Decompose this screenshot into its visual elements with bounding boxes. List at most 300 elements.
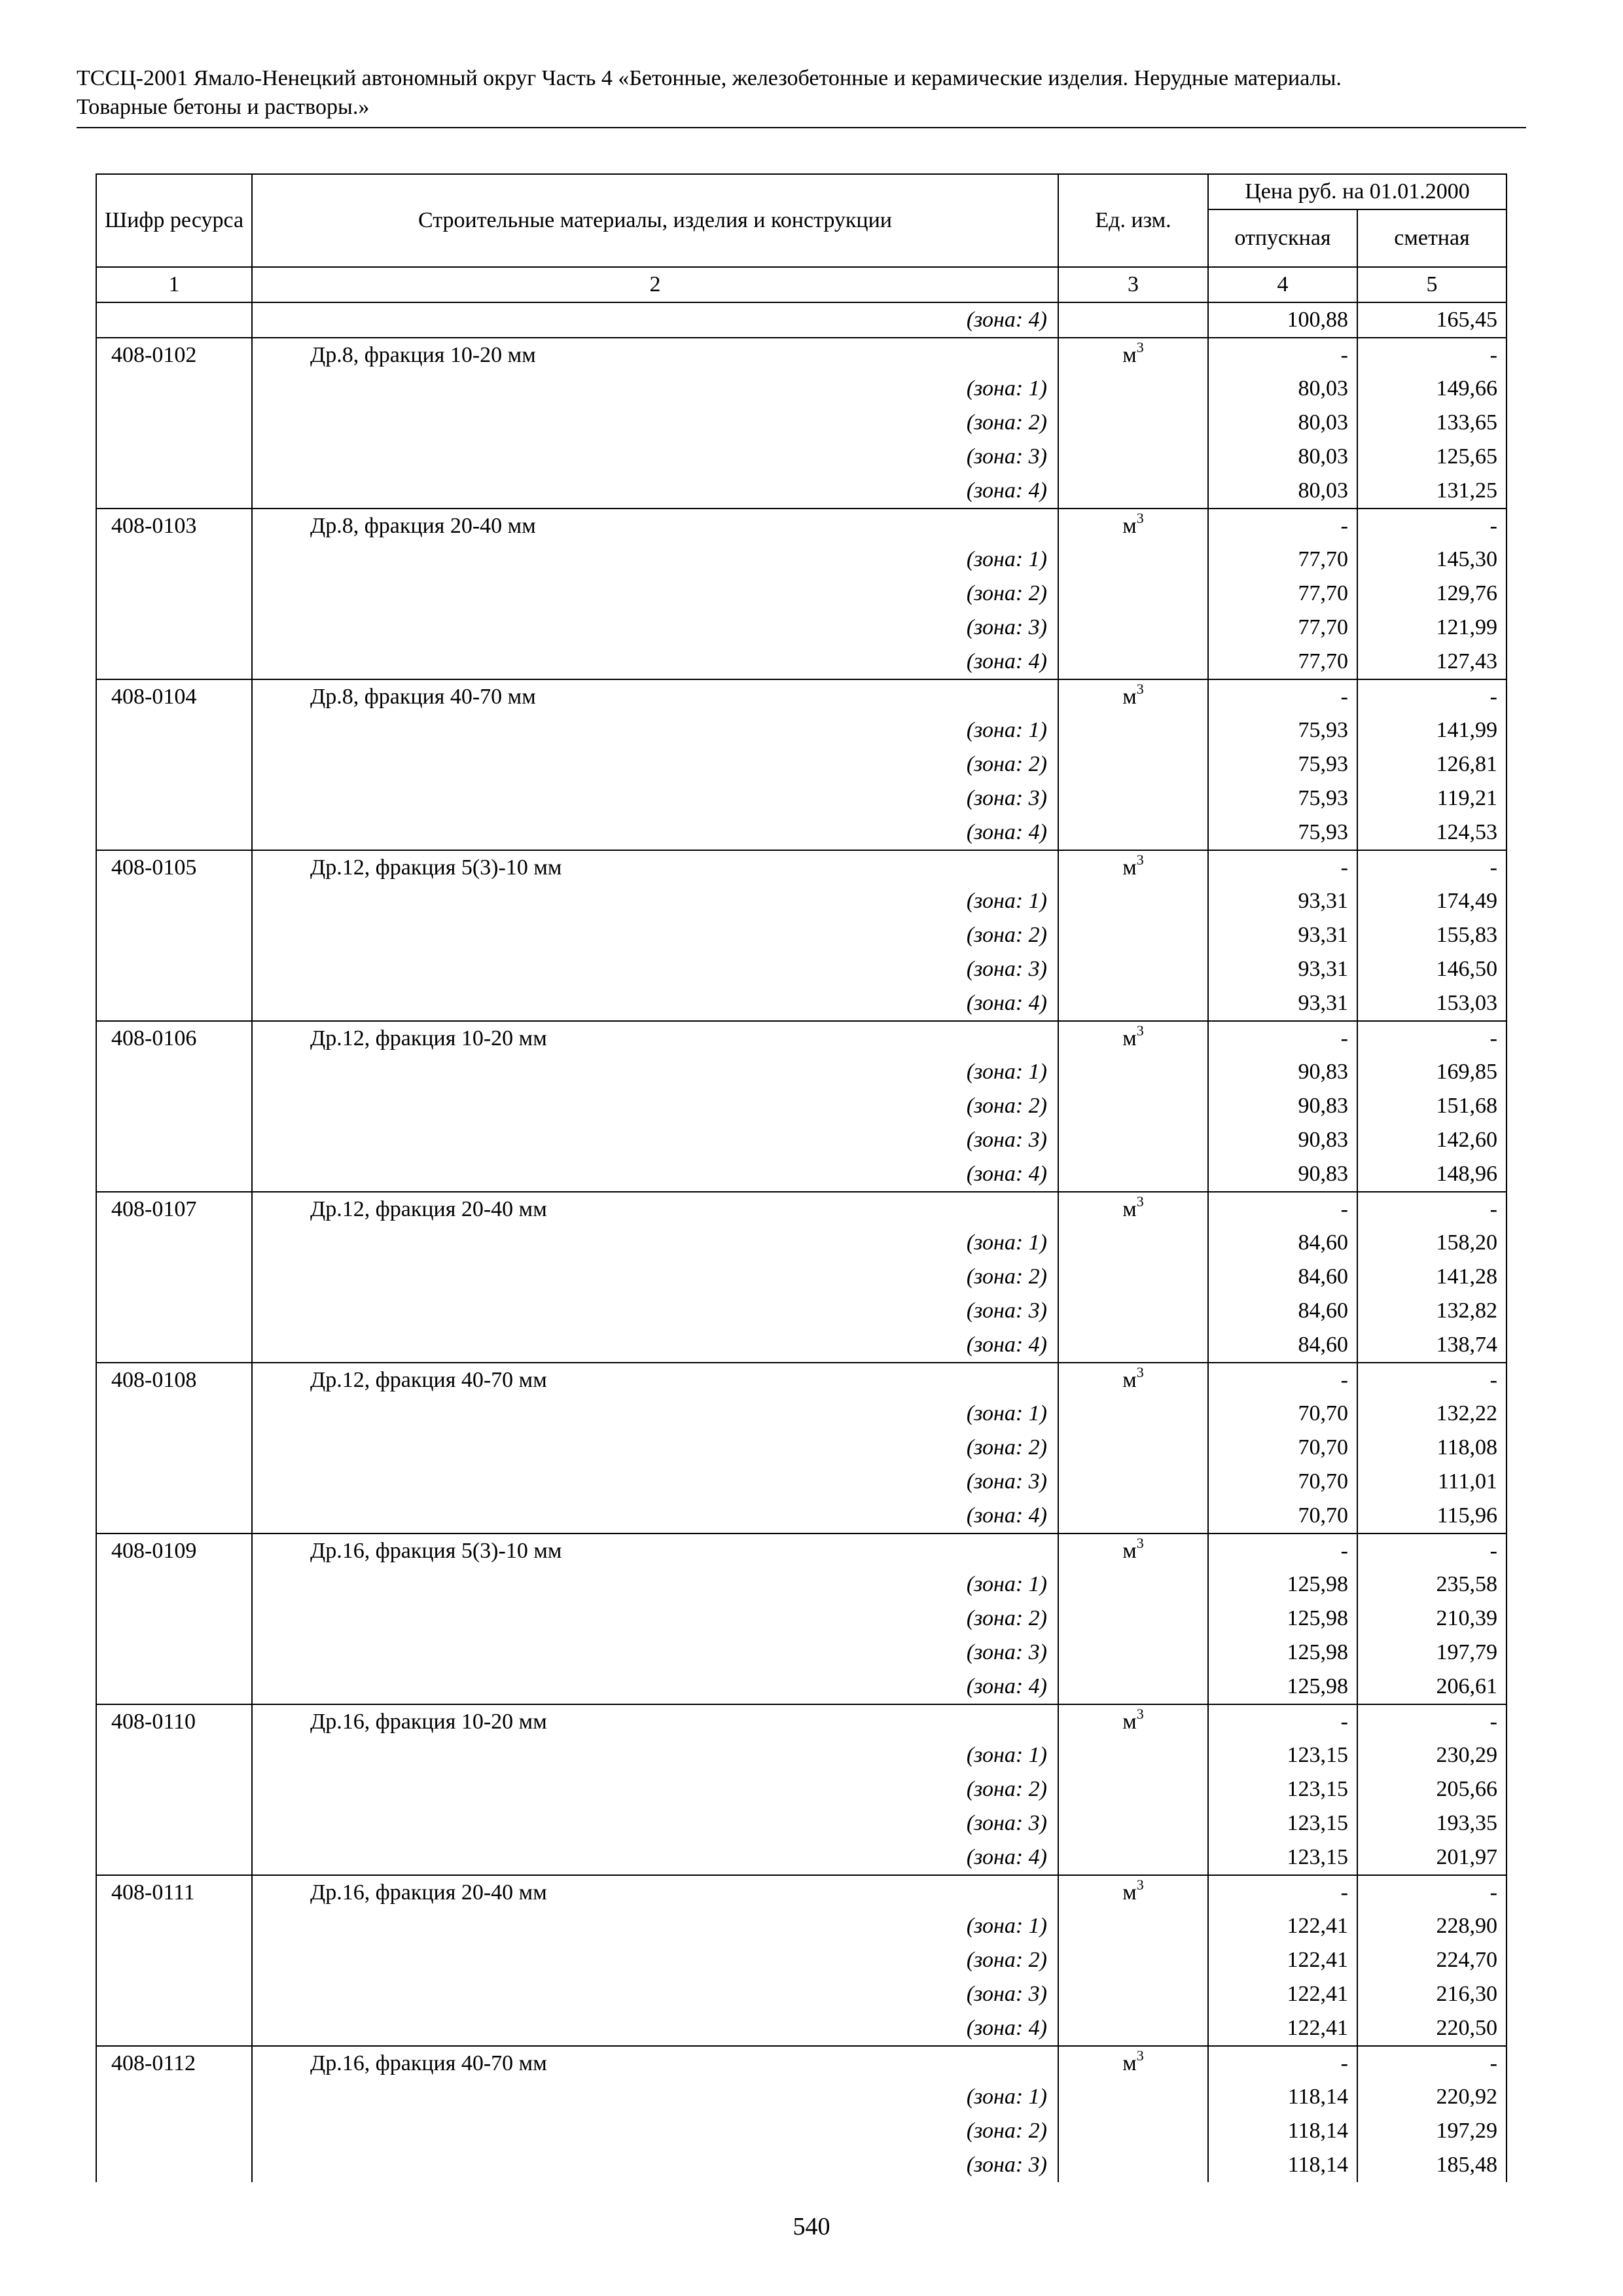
release-price: 75,93 [1208,816,1357,850]
unit-cell [1058,1568,1208,1602]
resource-code-cell [96,1328,252,1363]
resource-code-cell [96,611,252,645]
resource-code-cell [96,1568,252,1602]
estimate-price: 220,50 [1357,2011,1507,2046]
table-row [96,1021,1507,1056]
estimate-price: - [1357,2046,1507,2081]
header-line-1: ТССЦ-2001 Ямало-Ненецкий автономный округ Часть 4 «Бетонные, железобетонные и керамические изделия. Нерудные материалы. [77,66,1342,90]
release-price: - [1208,1192,1357,1227]
release-price: 123,15 [1208,1840,1357,1875]
estimate-price: 142,60 [1357,1123,1507,1157]
zone-row [96,781,1507,816]
release-price: - [1208,850,1357,885]
estimate-price: 220,92 [1357,2080,1507,2114]
release-price: 125,98 [1208,1636,1357,1670]
release-price: 70,70 [1208,1397,1357,1431]
unit-cell [1058,1089,1208,1123]
unit-of-measure [1058,509,1208,543]
resource-code-cell [96,714,252,748]
resource-code-cell [96,543,252,577]
release-price: - [1208,1363,1357,1397]
resource-code-cell [96,2114,252,2148]
header-line-2: Товарные бетоны и растворы.» [77,95,370,119]
release-price: 70,70 [1208,1431,1357,1465]
unit-exponent: 3 [1136,1364,1144,1381]
zone-row [96,645,1507,679]
release-price: - [1208,1875,1357,1910]
unit-of-measure [1058,679,1208,714]
zone-row [96,1943,1507,1977]
resource-code: 408-0108 [96,1363,252,1397]
estimate-price: 132,22 [1357,1397,1507,1431]
release-price: 80,03 [1208,440,1357,474]
zone-label: (зона: 4) [252,986,1058,1021]
header-col-number: 5 [1357,267,1507,302]
table-header [96,174,1507,302]
unit-cell [1058,714,1208,748]
release-price: 75,93 [1208,781,1357,816]
unit-cell [1058,1431,1208,1465]
release-price: - [1208,509,1357,543]
page-header [77,64,1526,128]
header-col-number: 3 [1058,267,1208,302]
estimate-price: 153,03 [1357,986,1507,1021]
unit-exponent: 3 [1136,1022,1144,1039]
zone-label: (зона: 3) [252,952,1058,986]
unit-cell [1058,611,1208,645]
unit-cell [1058,1602,1208,1636]
zone-label: (зона: 3) [252,1294,1058,1328]
resource-code-cell [96,1157,252,1192]
release-price: 84,60 [1208,1260,1357,1294]
zone-row [96,1772,1507,1806]
release-price: - [1208,338,1357,372]
zone-label: (зона: 1) [252,2080,1058,2114]
header-estimate: сметная [1357,209,1507,267]
zone-row [96,440,1507,474]
zone-label: (зона: 4) [252,816,1058,850]
unit-exponent: 3 [1136,510,1144,527]
estimate-price: 129,76 [1357,577,1507,611]
zone-row [96,2080,1507,2114]
release-price: 90,83 [1208,1157,1357,1192]
unit-cell [1058,1123,1208,1157]
resource-code-cell [96,918,252,952]
unit-exponent: 3 [1136,852,1144,869]
unit-of-measure [1058,2046,1208,2081]
unit-cell [1058,2148,1208,2182]
zone-row [96,1670,1507,1704]
resource-code-cell [96,1294,252,1328]
release-price: 84,60 [1208,1294,1357,1328]
unit-symbol: м [1122,1538,1137,1563]
unit-symbol: м [1122,2051,1137,2075]
resource-code-cell [96,1397,252,1431]
estimate-price: - [1357,850,1507,885]
resource-code-cell [96,577,252,611]
resource-code-cell [96,1772,252,1806]
estimate-price: 125,65 [1357,440,1507,474]
resource-code-cell [96,2011,252,2046]
unit-cell [1058,1397,1208,1431]
header-code: Шифр ресурса [96,174,252,267]
unit-cell [1058,1157,1208,1192]
estimate-price: 230,29 [1357,1738,1507,1772]
zone-label: (зона: 4) [252,302,1058,338]
unit-cell [1058,1840,1208,1875]
unit-cell [1058,302,1208,338]
estimate-price: 165,45 [1357,302,1507,338]
release-price: 80,03 [1208,372,1357,406]
resource-code-cell [96,1227,252,1261]
resource-code-cell [96,986,252,1021]
table-row [96,509,1507,543]
resource-code: 408-0105 [96,850,252,885]
zone-row [96,1089,1507,1123]
zone-row [96,1840,1507,1875]
zone-row [96,372,1507,406]
zone-label: (зона: 1) [252,1909,1058,1943]
unit-of-measure [1058,1363,1208,1397]
unit-cell [1058,1465,1208,1499]
material-name: Др.12, фракция 10-20 мм [252,1021,1058,1056]
zone-label: (зона: 3) [252,781,1058,816]
release-price: 118,14 [1208,2080,1357,2114]
unit-symbol: м [1122,684,1137,709]
resource-code: 408-0110 [96,1704,252,1739]
zone-row [96,1568,1507,1602]
material-name: Др.12, фракция 40-70 мм [252,1363,1058,1397]
resource-code-cell [96,1465,252,1499]
resource-code-cell [96,302,252,338]
estimate-price: - [1357,1875,1507,1910]
zone-row [96,2011,1507,2046]
table-row [96,1875,1507,1910]
release-price: 122,41 [1208,1977,1357,2011]
header-release: отпускная [1208,209,1357,267]
resource-code: 408-0106 [96,1021,252,1056]
release-price: - [1208,1704,1357,1739]
zone-row [96,611,1507,645]
zone-row [96,816,1507,850]
table-row [96,1704,1507,1739]
estimate-price: 169,85 [1357,1056,1507,1090]
release-price: 122,41 [1208,1943,1357,1977]
release-price: - [1208,1021,1357,1056]
zone-row [96,1602,1507,1636]
resource-code-cell [96,1123,252,1157]
unit-symbol: м [1122,1196,1137,1221]
material-name: Др.12, фракция 5(3)-10 мм [252,850,1058,885]
estimate-price: 216,30 [1357,1977,1507,2011]
release-price: 75,93 [1208,747,1357,781]
zone-row [96,1328,1507,1363]
estimate-price: 141,99 [1357,714,1507,748]
resource-code-cell [96,372,252,406]
unit-exponent: 3 [1136,2047,1144,2064]
header-col-number: 2 [252,267,1058,302]
release-price: 90,83 [1208,1089,1357,1123]
resource-code: 408-0103 [96,509,252,543]
release-price: 125,98 [1208,1602,1357,1636]
zone-label: (зона: 1) [252,1568,1058,1602]
resource-code: 408-0109 [96,1534,252,1568]
zone-row [96,952,1507,986]
resource-code-cell [96,1636,252,1670]
unit-exponent: 3 [1136,1535,1144,1552]
unit-of-measure [1058,1534,1208,1568]
estimate-price: - [1357,338,1507,372]
zone-row [96,1909,1507,1943]
resource-code-cell [96,1260,252,1294]
zone-label: (зона: 2) [252,918,1058,952]
zone-label: (зона: 1) [252,885,1058,919]
estimate-price: - [1357,1021,1507,1056]
zone-label: (зона: 2) [252,406,1058,440]
unit-exponent: 3 [1136,1706,1144,1723]
release-price: 122,41 [1208,1909,1357,1943]
estimate-price: 115,96 [1357,1499,1507,1534]
unit-cell [1058,1260,1208,1294]
unit-cell [1058,986,1208,1021]
resource-code-cell [96,1806,252,1840]
estimate-price: 124,53 [1357,816,1507,850]
material-name: Др.16, фракция 5(3)-10 мм [252,1534,1058,1568]
unit-cell [1058,1943,1208,1977]
table-row [96,338,1507,372]
material-name: Др.8, фракция 40-70 мм [252,679,1058,714]
unit-cell [1058,645,1208,679]
estimate-price: - [1357,679,1507,714]
estimate-price: - [1357,509,1507,543]
zone-row [96,1397,1507,1431]
estimate-price: 146,50 [1357,952,1507,986]
resource-code: 408-0104 [96,679,252,714]
unit-cell [1058,372,1208,406]
zone-label: (зона: 2) [252,747,1058,781]
material-name: Др.16, фракция 40-70 мм [252,2046,1058,2081]
unit-exponent: 3 [1136,1193,1144,1210]
release-price: - [1208,679,1357,714]
estimate-price: 127,43 [1357,645,1507,679]
release-price: 123,15 [1208,1772,1357,1806]
zone-label: (зона: 2) [252,1089,1058,1123]
unit-cell [1058,747,1208,781]
unit-symbol: м [1122,1880,1137,1905]
zone-row [96,2148,1507,2182]
unit-symbol: м [1122,855,1137,880]
release-price: 100,88 [1208,302,1357,338]
zone-label: (зона: 2) [252,1943,1058,1977]
resource-code-cell [96,1602,252,1636]
zone-label: (зона: 2) [252,1431,1058,1465]
zone-label: (зона: 4) [252,645,1058,679]
unit-exponent: 3 [1136,681,1144,698]
resource-code-cell [96,1840,252,1875]
zone-row [96,1260,1507,1294]
unit-of-measure [1058,1875,1208,1910]
header-price: Цена руб. на 01.01.2000 [1208,174,1507,209]
estimate-price: 193,35 [1357,1806,1507,1840]
table-row [96,1363,1507,1397]
unit-cell [1058,1499,1208,1534]
estimate-price: 126,81 [1357,747,1507,781]
release-price: 80,03 [1208,474,1357,509]
resource-code-cell [96,406,252,440]
zone-label: (зона: 4) [252,1670,1058,1704]
zone-row [96,1056,1507,1090]
unit-of-measure [1058,1192,1208,1227]
unit-cell [1058,1056,1208,1090]
unit-cell [1058,1636,1208,1670]
unit-symbol: м [1122,1367,1137,1392]
estimate-price: 133,65 [1357,406,1507,440]
zone-label: (зона: 1) [252,1227,1058,1261]
zone-label: (зона: 3) [252,1465,1058,1499]
unit-cell [1058,1294,1208,1328]
zone-label: (зона: 3) [252,1123,1058,1157]
zone-label: (зона: 4) [252,1499,1058,1534]
release-price: 84,60 [1208,1328,1357,1363]
table-row [96,1192,1507,1227]
zone-label: (зона: 2) [252,1602,1058,1636]
zone-row [96,1738,1507,1772]
zone-label: (зона: 4) [252,2011,1058,2046]
zone-label: (зона: 4) [252,1328,1058,1363]
zone-row [96,1157,1507,1192]
material-name: Др.16, фракция 10-20 мм [252,1704,1058,1739]
zone-label: (зона: 1) [252,714,1058,748]
release-price: 70,70 [1208,1465,1357,1499]
estimate-price: 224,70 [1357,1943,1507,1977]
resource-code-cell [96,952,252,986]
table-row [96,302,1507,338]
unit-cell [1058,781,1208,816]
resource-code-cell [96,1909,252,1943]
release-price: 93,31 [1208,986,1357,1021]
unit-cell [1058,1328,1208,1363]
unit-cell [1058,2080,1208,2114]
table-body [96,302,1507,2182]
resource-code: 408-0102 [96,338,252,372]
zone-label: (зона: 2) [252,1260,1058,1294]
unit-exponent: 3 [1136,1876,1144,1893]
unit-symbol: м [1122,513,1137,538]
estimate-price: 119,21 [1357,781,1507,816]
resource-code-cell [96,1431,252,1465]
zone-row [96,474,1507,509]
zone-label: (зона: 3) [252,2148,1058,2182]
estimate-price: - [1357,1704,1507,1739]
estimate-price: 111,01 [1357,1465,1507,1499]
table-row [96,679,1507,714]
unit-symbol: м [1122,1709,1137,1734]
zone-row [96,1123,1507,1157]
header-col-number: 4 [1208,267,1357,302]
estimate-price: 197,79 [1357,1636,1507,1670]
zone-row [96,986,1507,1021]
estimate-price: 210,39 [1357,1602,1507,1636]
zone-row [96,918,1507,952]
release-price: 77,70 [1208,611,1357,645]
unit-cell [1058,474,1208,509]
unit-cell [1058,952,1208,986]
unit-symbol: м [1122,342,1137,367]
unit-cell [1058,816,1208,850]
resource-code-cell [96,1056,252,1090]
release-price: 123,15 [1208,1806,1357,1840]
zone-row [96,1636,1507,1670]
unit-cell [1058,1227,1208,1261]
estimate-price: 155,83 [1357,918,1507,952]
material-name: Др.16, фракция 20-40 мм [252,1875,1058,1910]
release-price: 118,14 [1208,2114,1357,2148]
resource-code-cell [96,747,252,781]
header-col-number: 1 [96,267,252,302]
release-price: 125,98 [1208,1568,1357,1602]
unit-cell [1058,1909,1208,1943]
release-price: 80,03 [1208,406,1357,440]
resource-code: 408-0112 [96,2046,252,2081]
zone-label: (зона: 3) [252,611,1058,645]
resource-code-cell [96,781,252,816]
estimate-price: 121,99 [1357,611,1507,645]
estimate-price: 201,97 [1357,1840,1507,1875]
table-row [96,2046,1507,2081]
estimate-price: 206,61 [1357,1670,1507,1704]
zone-label: (зона: 3) [252,1977,1058,2011]
release-price: 93,31 [1208,952,1357,986]
release-price: 125,98 [1208,1670,1357,1704]
resource-code-cell [96,885,252,919]
unit-of-measure [1058,338,1208,372]
release-price: - [1208,2046,1357,2081]
release-price: 70,70 [1208,1499,1357,1534]
release-price: 77,70 [1208,645,1357,679]
zone-row [96,1977,1507,2011]
unit-cell [1058,918,1208,952]
estimate-price: 174,49 [1357,885,1507,919]
unit-of-measure [1058,1021,1208,1056]
zone-row [96,1431,1507,1465]
zone-label: (зона: 4) [252,474,1058,509]
release-price: 123,15 [1208,1738,1357,1772]
estimate-price: 132,82 [1357,1294,1507,1328]
zone-row [96,577,1507,611]
unit-cell [1058,406,1208,440]
unit-cell [1058,577,1208,611]
estimate-price: 141,28 [1357,1260,1507,1294]
release-price: 93,31 [1208,885,1357,919]
table-row [96,850,1507,885]
zone-label: (зона: 4) [252,1157,1058,1192]
estimate-price: 235,58 [1357,1568,1507,1602]
table-row [96,1534,1507,1568]
estimate-price: 228,90 [1357,1909,1507,1943]
estimate-price: - [1357,1534,1507,1568]
estimate-price: 138,74 [1357,1328,1507,1363]
zone-row [96,1806,1507,1840]
zone-label: (зона: 2) [252,2114,1058,2148]
estimate-price: 149,66 [1357,372,1507,406]
zone-row [96,2114,1507,2148]
material-name: Др.8, фракция 20-40 мм [252,509,1058,543]
zone-row [96,714,1507,748]
resource-code-cell [96,1977,252,2011]
zone-label: (зона: 1) [252,1056,1058,1090]
estimate-price: 131,25 [1357,474,1507,509]
zone-label: (зона: 1) [252,543,1058,577]
